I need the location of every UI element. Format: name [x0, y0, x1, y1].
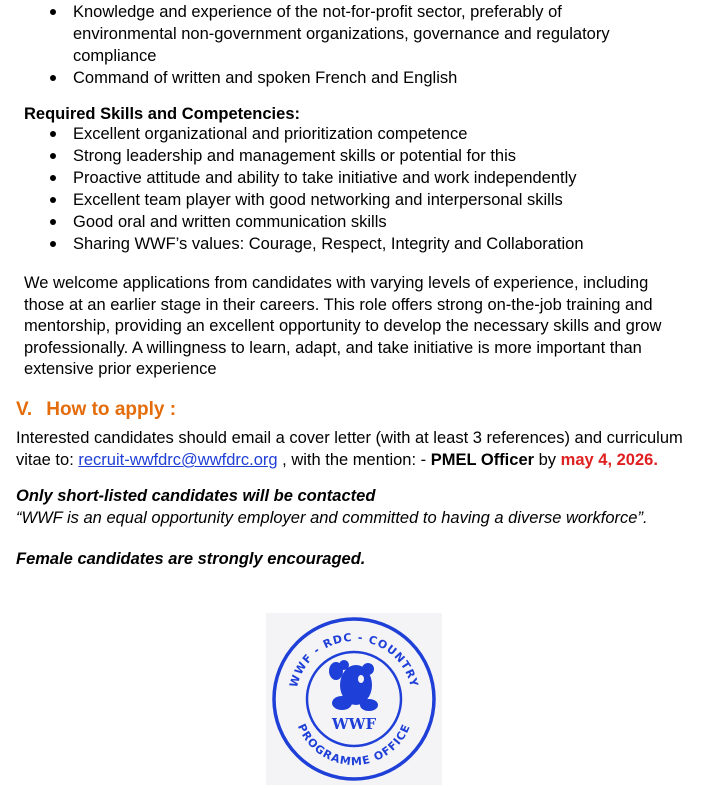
panda-icon [329, 660, 378, 711]
stamp-center-text: WWF [331, 715, 377, 733]
deadline-date: may 4, 2026. [560, 451, 658, 469]
requirements-list-tail [49, 1, 689, 89]
paragraph-line: We welcome applications from candidates with varying levels of experience, including [24, 274, 649, 292]
stamp-top-text: WWF - RDC - COUNTRY [287, 630, 421, 689]
email-link[interactable]: recruit-wwfdrc@wwfdrc.org [78, 451, 278, 469]
section-title-how-to-apply [16, 398, 176, 422]
paragraph-line: mentorship, providing an excellent opportunity to develop the necessary skills and grow [24, 317, 662, 335]
welcome-paragraph [24, 273, 684, 381]
wwf-stamp [266, 613, 442, 785]
section-number: V. [16, 399, 33, 420]
skills-list [49, 123, 689, 255]
list-item: Excellent organizational and prioritization competence [49, 123, 689, 145]
stamp-bottom-text: PROGRAMME OFFICE [294, 721, 414, 769]
position-mention: PMEL Officer [430, 451, 535, 469]
equal-opportunity-note: “WWF is an equal opportunity employer and committed to having a diverse workforce”. [16, 509, 648, 527]
list-item [49, 1, 689, 67]
list-item: Excellent team player with good networking and interpersonal skills [49, 189, 689, 211]
list-item [49, 67, 689, 89]
list-item: Sharing WWF’s values: Courage, Respect, Integrity and Collaboration [49, 233, 689, 255]
list-item-text-line: compliance [73, 47, 157, 65]
list-item: Proactive attitude and ability to take initiative and work independently [49, 167, 689, 189]
list-item-text-line: environmental non-government organizations, governance and regulatory [73, 25, 610, 43]
wwf-stamp-graphic [266, 613, 442, 785]
apply-text-part: , with the mention: - [277, 451, 431, 469]
paragraph-line: those at an earlier stage in their careers. This role offers strong on-the-job training and [24, 295, 653, 314]
list-item-text-line: Knowledge and experience of the not-for-profit sector, preferably of [73, 3, 562, 21]
female-candidates-note: Female candidates are strongly encouraged. [16, 550, 366, 568]
apply-text-part: vitae to: [16, 451, 79, 469]
how-to-apply-text [16, 427, 696, 471]
apply-text-part: Interested candidates should email a cover letter (with at least 3 references) and curriculum [16, 429, 683, 447]
paragraph-line: professionally. A willingness to learn, adapt, and take initiative is more important than [24, 338, 642, 357]
shortlisted-note: Only short-listed candidates will be contacted [16, 487, 376, 505]
apply-text-part: by [534, 451, 561, 469]
list-item-text-line: Command of written and spoken French and English [73, 69, 458, 87]
list-item: Strong leadership and management skills or potential for this [49, 145, 689, 167]
paragraph-line: extensive prior experience [24, 360, 217, 378]
section-title-text: How to apply : [46, 399, 177, 420]
skills-heading: Required Skills and Competencies: [24, 105, 300, 123]
list-item: Good oral and written communication skills [49, 211, 689, 233]
